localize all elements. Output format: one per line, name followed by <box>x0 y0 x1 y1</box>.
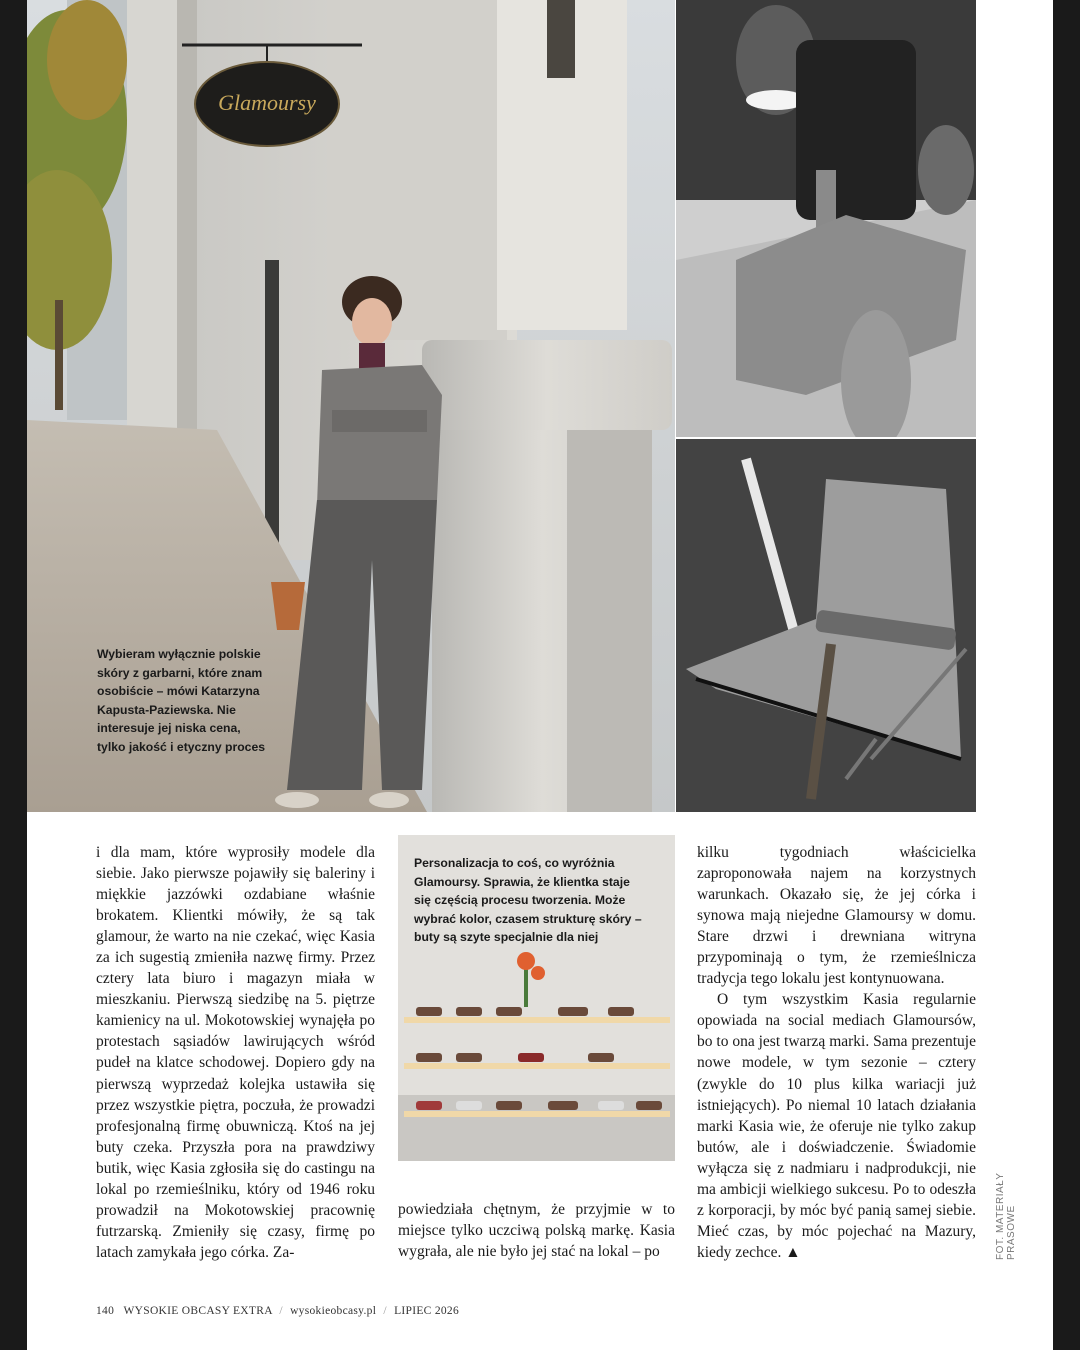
article-paragraph: kilku tygodniach właścicielka zaproponowała najem na korzystnych warunkach. Okazało się, że jej córka i synowa mają niejedne Glamoursy w domu. Stare drzwi i drewniana witryna przypominają o tym, że rzemieślnicza tradycja tego lokalu jest kontynuowana. <box>697 844 976 988</box>
footer-separator: / <box>279 1305 283 1317</box>
page-footer <box>96 1305 459 1317</box>
shop-sign-text: Glamoursy <box>218 90 316 115</box>
photo-caption-personalization: Personalizacja to coś, co wyróżnia Glamoursy. Sprawia, że klientka staje się częścią procesu tworzenia. Może wybrać kolor, czasem strukturę skóry – buty są szyte specjalnie dla niej <box>414 856 642 944</box>
photo-credit: FOT. MATERIAŁY PRASOWE <box>995 1172 1017 1260</box>
magazine-page <box>27 0 1053 1350</box>
footer-separator: / <box>383 1305 387 1317</box>
sewing-machine-photo <box>676 0 976 437</box>
magazine-name: WYSOKIE OBCASY EXTRA <box>123 1305 273 1317</box>
issue-date: LIPIEC 2026 <box>394 1305 460 1317</box>
boot-crafting-photo <box>676 439 976 812</box>
article-column-3 <box>697 842 976 1262</box>
page-number: 140 <box>96 1305 115 1317</box>
article-paragraph: O tym wszystkim Kasia regularnie opowiada na social mediach Glamoursów, bo to ona jest twarzą marki. Sama prezentuje nowe modele, w tym sezonie – cztery (zwykle do 10 plus kilka wariacji już istniejących). Po niemal 10 latach działania marki Kasia wie, że oferuje nie tylko zakup butów, ale i doświadczenie. Świadomie wyłącza się z nadmiaru i nadprodukcji, nie ma ambicji wielkiego sukcesu. Po to odeszła z korporacji, by móc być panią samej siebie. Mieć czas, by móc pojechać na Mazury, kiedy zechce. ▲ <box>697 991 976 1261</box>
article-column-1 <box>96 842 375 1262</box>
article-column-2 <box>398 1199 675 1269</box>
photo-caption-quote: Wybieram wyłącznie polskie skóry z garbarni, które znam osobiście – mówi Katarzyna Kapusta-Paziewska. Nie interesuje jej niska cena, tylko jakość i etyczny proces <box>97 647 265 754</box>
website-link[interactable]: wysokieobcasy.pl <box>290 1305 377 1317</box>
article-paragraph: i dla mam, które wyprosiły modele dla siebie. Jako pierwsze pojawiły się baleriny i miękkie jazzówki ozdabiane właśnie brokatem. Klientki mówiły, że są tak glamour, że warto na nie czekać, więc Kasia za ich sugestią zmieniła nazwę firmy. Przez cztery lata biuro i magazyn miała w mieszkaniu. Pierwszą siedzibę na 5. piętrze kamienicy na ul. Mokotowskiej wynajęła po protestach sąsiadów lawirujących wśród pudeł na klatce schodowej. Dopiero gdy na pierwszą wyprzedaż kolejka ustawiła się przez wszystkie piętra, poczuła, że prowadzi profesjonalną firmę obuwniczą. Ktoś na jej buty czeka. Przyszła pora na prawdziwy butik, więc Kasia zgłosiła się do castingu na lokal po rzemieślniku, który od 1946 roku prowadził na Mokotowskiej pracownię futrzarską. Zmieniły się czasy, firmę po latach zamykała jego córka. Za- <box>96 844 375 1261</box>
article-paragraph: powiedziała chętnym, że przyjmie w to miejsce tylko uczciwą polską markę. Kasia wygrała, ale nie było jej stać na lokal – po <box>398 1201 675 1261</box>
